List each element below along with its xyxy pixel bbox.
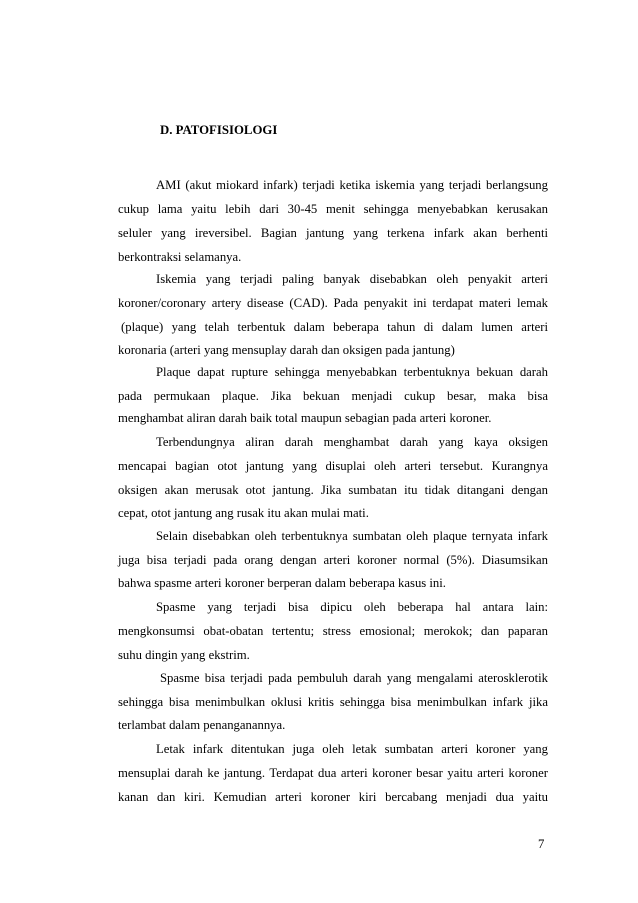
text-line: koronaria (arteri yang mensuplay darah dan oksigen pada jantung) bbox=[118, 343, 455, 357]
text-line: oksigen akan merusak otot jantung. Jika sumbatan itu tidak ditangani dengan bbox=[118, 483, 548, 497]
text-line: mensuplai darah ke jantung. Terdapat dua arteri koroner besar yaitu arteri koroner bbox=[118, 766, 548, 780]
text-line: cukup lama yaitu lebih dari 30-45 menit sehingga menyebabkan kerusakan bbox=[118, 202, 548, 216]
text-line: kanan dan kiri. Kemudian arteri koroner kiri bercabang menjadi dua yaitu bbox=[118, 790, 548, 804]
text-line: (plaque) yang telah terbentuk dalam beberapa tahun di dalam lumen arteri bbox=[121, 320, 548, 334]
text-line: berkontraksi selamanya. bbox=[118, 250, 242, 264]
text-line: cepat, otot jantung ang rusak itu akan mulai mati. bbox=[118, 506, 369, 520]
text-line: koroner/coronary artery disease (CAD). Pada penyakit ini terdapat materi lemak bbox=[118, 296, 548, 310]
text-line: suhu dingin yang ekstrim. bbox=[118, 648, 250, 662]
text-line: Iskemia yang terjadi paling banyak disebabkan oleh penyakit arteri bbox=[156, 272, 548, 286]
text-line: mengkonsumsi obat-obatan tertentu; stress emosional; merokok; dan paparan bbox=[118, 624, 548, 638]
page-number: 7 bbox=[538, 837, 545, 851]
text-line: seluler yang ireversibel. Bagian jantung yang terkena infark akan berhenti bbox=[118, 226, 548, 240]
text-line: Selain disebabkan oleh terbentuknya sumbatan oleh plaque ternyata infark bbox=[156, 529, 548, 543]
text-line: Terbendungnya aliran darah menghambat darah yang kaya oksigen bbox=[156, 435, 548, 449]
text-line: mencapai bagian otot jantung yang disuplai oleh arteri tersebut. Kurangnya bbox=[118, 459, 548, 473]
text-line: juga bisa terjadi pada orang dengan arteri koroner normal (5%). Diasumsikan bbox=[118, 553, 548, 567]
text-line: pada permukaan plaque. Jika bekuan menjadi cukup besar, maka bisa bbox=[118, 389, 548, 403]
text-line: Letak infark ditentukan juga oleh letak sumbatan arteri koroner yang bbox=[156, 742, 548, 756]
text-line: Spasme yang terjadi bisa dipicu oleh beberapa hal antara lain: bbox=[156, 600, 548, 614]
text-line: sehingga bisa menimbulkan oklusi kritis sehingga bisa menimbulkan infark jika bbox=[118, 695, 548, 709]
text-line: Spasme bisa terjadi pada pembuluh darah yang mengalami aterosklerotik bbox=[160, 671, 548, 685]
section-heading: D. PATOFISIOLOGI bbox=[160, 123, 278, 137]
text-line: terlambat dalam penanganannya. bbox=[118, 718, 286, 732]
text-line: Plaque dapat rupture sehingga menyebabkan terbentuknya bekuan darah bbox=[156, 365, 548, 379]
text-line: AMI (akut miokard infark) terjadi ketika iskemia yang terjadi berlangsung bbox=[156, 178, 548, 192]
text-line: menghambat aliran darah baik total maupun sebagian pada arteri koroner. bbox=[118, 411, 492, 425]
text-line: bahwa spasme arteri koroner berperan dalam beberapa kasus ini. bbox=[118, 576, 446, 590]
